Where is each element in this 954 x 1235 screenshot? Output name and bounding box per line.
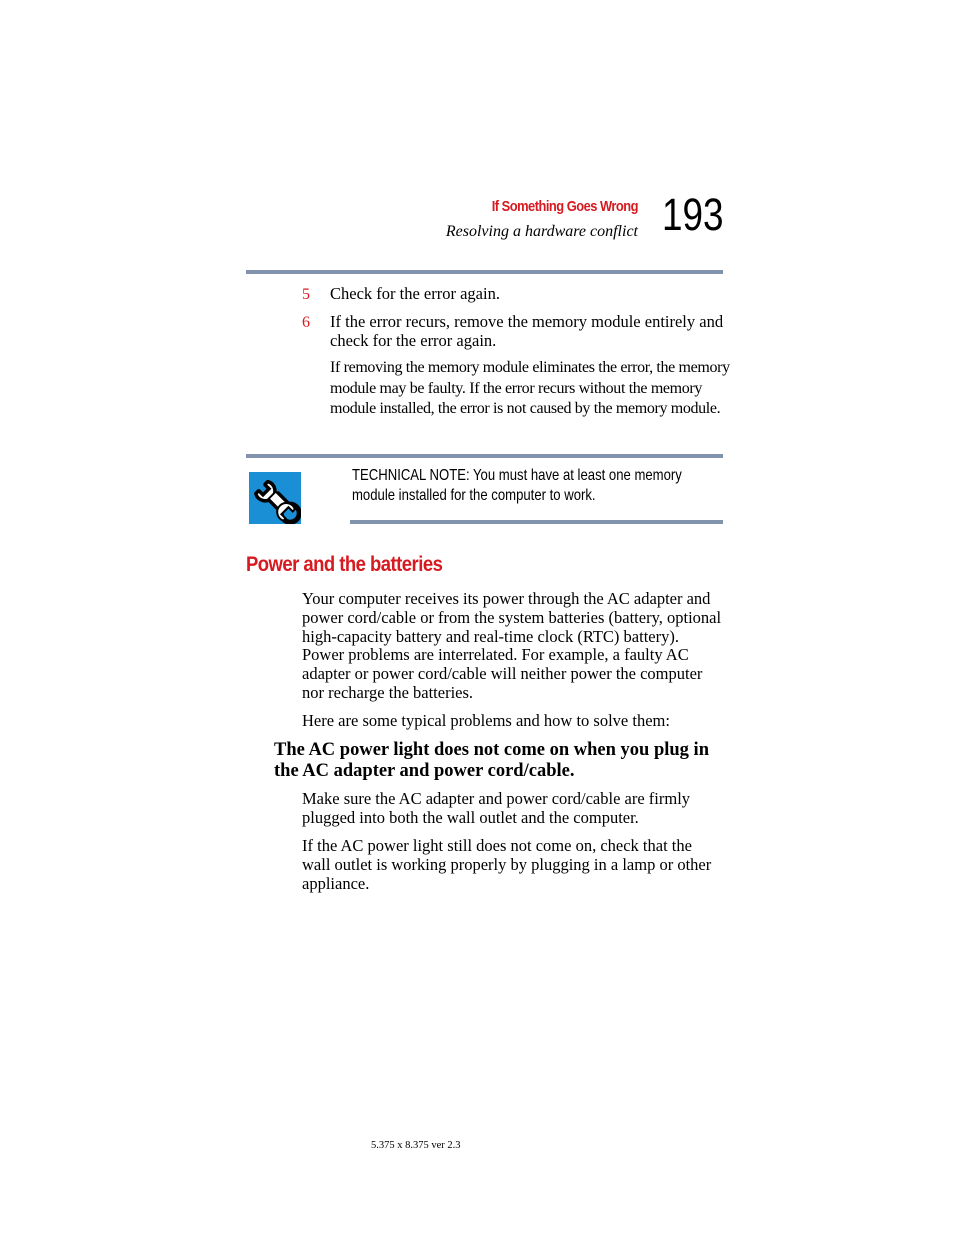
solution-paragraph-2: If the AC power light still does not come on, check that the wall outlet is working properly by plugging in a lamp or other appliance. [302, 836, 712, 893]
step-number-5: 5 [302, 286, 310, 303]
lead-in-paragraph: Here are some typical problems and how to solve them: [302, 711, 670, 730]
chapter-title: If Something Goes Wrong [491, 198, 638, 215]
section-subtitle: Resolving a hardware conflict [445, 223, 638, 240]
note-top-rule [246, 454, 723, 458]
intro-paragraph: Your computer receives its power through the AC adapter and power cord/cable or from the system batteries (battery, optional high-capacity battery and real-time clock (RTC) battery). Power problems are interrelated. For example, a faulty AC adapter or power cord/cable will neither power the computer nor recharge the batteries. [302, 589, 722, 702]
note-bottom-rule [350, 520, 723, 524]
step-number-6: 6 [302, 314, 310, 331]
section-heading: Power and the batteries [246, 553, 443, 576]
page-number: 193 [662, 189, 724, 240]
technical-note [352, 466, 682, 505]
technical-note-line-2: module installed for the computer to work. [352, 486, 596, 504]
step-text-5: Check for the error again. [330, 284, 500, 303]
step-6-explanation: If removing the memory module eliminates the error, the memory module may be faulty. If the error recurs without the memory module installed, the error is not caused by the memory module. [330, 359, 730, 417]
header-rule [246, 270, 723, 274]
solution-paragraph-1: Make sure the AC adapter and power cord/cable are firmly plugged into both the wall outlet and the computer. [302, 789, 691, 827]
technical-note-line-1: TECHNICAL NOTE: You must have at least one memory [352, 467, 682, 484]
problem-heading: The AC power light does not come on when you plug in the AC adapter and power cord/cable. [274, 740, 709, 781]
print-size-footer: 5.375 x 8.375 ver 2.3 [371, 1140, 461, 1151]
step-text-6: If the error recurs, remove the memory module entirely and check for the error again. [330, 312, 724, 350]
wrench-icon [249, 472, 301, 524]
